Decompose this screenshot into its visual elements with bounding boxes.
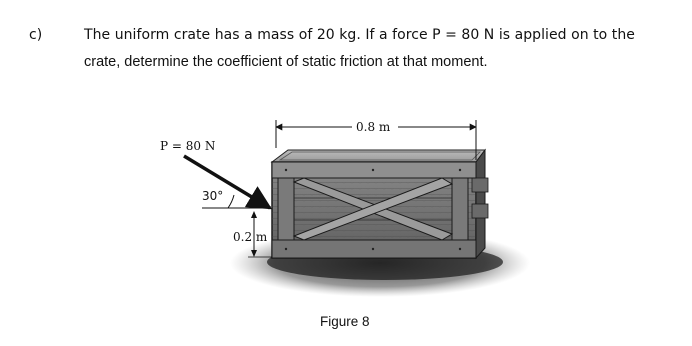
left-post (278, 178, 294, 240)
height-label: 0.2 m (233, 230, 268, 244)
angle-label: 30° (202, 189, 224, 203)
question-label: c) (29, 27, 43, 43)
question-text-line-2: crate, determine the coefficient of static friction at that moment. (84, 54, 488, 70)
question-text-line-1: The uniform crate has a mass of 20 kg. If a force P = 80 N is applied on to the (84, 27, 635, 43)
force-p-arrow (184, 156, 270, 208)
force-label: P = 80 N (160, 139, 216, 153)
angle-arc (228, 195, 234, 208)
figure-caption: Figure 8 (320, 314, 370, 329)
right-post (452, 178, 468, 240)
width-label: 0.8 m (356, 120, 391, 134)
